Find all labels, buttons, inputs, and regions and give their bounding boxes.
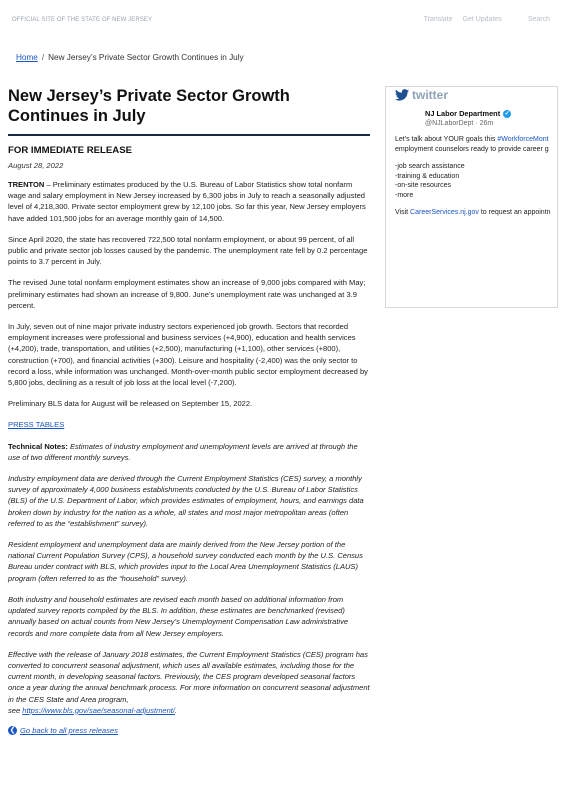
breadcrumb-current: New Jersey’s Private Sector Growth Continues in July	[48, 53, 244, 62]
official-site-label: OFFICIAL SITE OF THE STATE OF NEW JERSEY	[12, 17, 153, 23]
title-divider	[8, 134, 370, 136]
dateline: TRENTON	[8, 180, 45, 189]
note-1: Industry employment data are derived through the Current Employment Statistics (CES) survey, a monthly survey of approximately 4,000 business establishments conducted by the U.S. Bureau of Labor Statistics (BLS) of the U.S. Department of Labor, which provides estimates of employment, hours, and earnings data broken down by industry for the nation as a whole, all states and most major metropolitan areas (often referred to as the “establishment” survey).	[8, 474, 364, 528]
paragraph-1: TRENTON – Preliminary estimates produced by the U.S. Bureau of Labor Statistics show total nonfarm wage and salary employment in New Jersey increased by 6,300 jobs in July to reach a seasonally adjusted level of 4,218,300. Private sector employment grew by 12,100 jobs. So far this year, New Jersey employers have added 101,500 jobs for an average monthly gain of 14,500.	[8, 180, 366, 223]
back-row	[8, 726, 370, 735]
article-body	[8, 179, 370, 735]
tweet-handle: @NJLaborDept · 26m	[425, 120, 494, 127]
bls-seasonal-link[interactable]: https://www.bls.gov/sae/seasonal-adjustment/	[22, 705, 175, 715]
page-title: New Jersey’s Private Sector Growth Continues in July	[8, 87, 290, 125]
translate-link[interactable]: Translate	[423, 16, 453, 23]
tweet[interactable]	[386, 109, 558, 218]
hashtag-link[interactable]: #WorkforceMont	[497, 136, 549, 143]
release-date: August 28, 2022	[8, 161, 64, 170]
press-tables-row	[8, 419, 370, 430]
release-label: FOR IMMEDIATE RELEASE	[8, 145, 133, 156]
twitter-header-label: twitter	[412, 88, 448, 102]
twitter-widget[interactable]	[385, 86, 558, 308]
note-3: Both industry and household estimates are revised each month based on additional information from updated survey reports compiled by the BLS. In addition, these estimates are benchmarked (revised) annually based on actual counts from New Jersey’s Unemployment Compensation Law administrative records and more complete data from all New Jersey employers.	[8, 594, 349, 638]
tweet-text: Let's talk about YOUR goals this #WorkforceMont employment counselors ready to provide career g -job search assistance -training & education -on-site resources -more Visit CareerServices.nj.gov to request an appointn	[395, 136, 551, 216]
back-to-press-releases-link[interactable]: Go back to all press releases	[20, 725, 118, 735]
paragraph-5: Preliminary BLS data for August will be released on September 15, 2022.	[8, 399, 253, 409]
search-link[interactable]: Search	[527, 16, 550, 23]
arrow-left-icon: ❮	[9, 726, 16, 734]
paragraph-3: The revised June total nonfarm employment estimates show an increase of 9,000 jobs compared with May; preliminary estimates had shown an increase of 9,800. June’s unemployment rate was unchanged at 3.9 percent.	[8, 278, 366, 310]
technical-notes: Technical Notes: Estimates of industry employment and unemployment levels are arrived at through the use of two different monthly surveys.	[8, 441, 358, 462]
breadcrumb	[16, 53, 244, 62]
careerservices-link[interactable]: CareerServices.nj.gov	[410, 209, 479, 216]
paragraph-4: In July, seven out of nine major private industry sectors experienced job growth. Sectors that recorded employment increases were professional and business services (+4,900), education and health services (+4,200), trade, transportation, and utilities (+2,500), manufacturing (+1,100), other services (+800), construction (+700), and financial activities (+300). Leisure and hospitality (-2,400) was the only sector to record a loss, while information was unchanged. Month-over-month public sector employment decreased by 5,800 jobs, declining as a result of job loss at the local level (-7,200).	[8, 322, 368, 388]
article	[8, 86, 370, 735]
top-nav	[424, 16, 550, 23]
press-tables-link[interactable]: PRESS TABLES	[8, 420, 65, 430]
tweet-author-name: NJ Labor Department	[425, 109, 501, 118]
tweet-author[interactable]	[425, 109, 558, 118]
note-2: Resident employment and unemployment data are mainly derived from the New Jersey portion of the national Current Population Survey (CPS), a household survey conducted each month by the U.S. Census Bureau under contract with BLS, which provides input to the Local Area Unemployment Statistics (LAUS) program (often referred to as the “household” survey).	[8, 540, 363, 583]
breadcrumb-home-link[interactable]: Home	[16, 53, 38, 62]
paragraph-2: Since April 2020, the state has recovered 722,500 total nonfarm employment, or about 99 percent, of all public and private sector job losses caused by the pandemic. The unemployment rate fell by 0.2 percentage points to 3.7 percent in July.	[8, 234, 368, 267]
note-4: Effective with the release of January 2018 estimates, the Current Employment Statistics (CES) program has converted to concurrent seasonal adjustment, which uses all available estimates, including those for the current month, in developing seasonal factors. Previously, the CES program developed seasonal factors once a year during the annual benchmark process. For more information on concurrent seasonal adjustment in the CES State and Area program, see https://www.bls.gov/sae/seasonal-adjustment/.	[8, 649, 370, 715]
top-bar	[0, 0, 566, 40]
verified-badge-icon: ✓	[504, 110, 510, 117]
breadcrumb-separator: /	[41, 53, 45, 62]
get-updates-link[interactable]: Get Updates	[462, 16, 502, 23]
